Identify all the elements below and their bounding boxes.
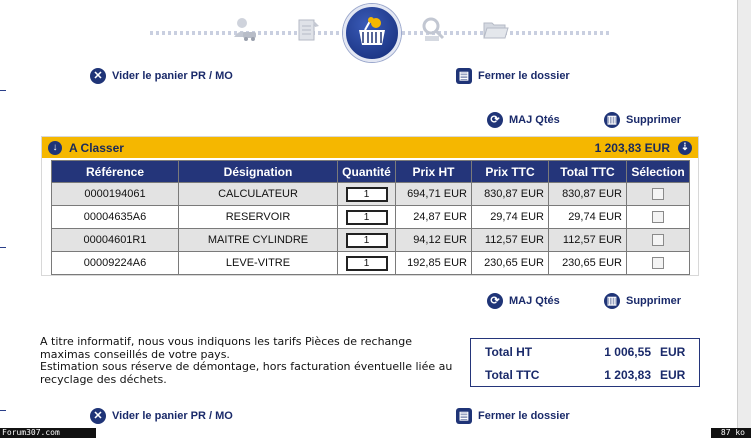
cell-total-ttc: 112,57 EUR [549, 229, 626, 251]
folder-close-icon: ▤ [456, 68, 472, 84]
table-row [52, 183, 689, 205]
trash-icon: ▥ [604, 112, 620, 128]
quantity-input[interactable]: 1 [346, 187, 388, 202]
selection-checkbox[interactable] [652, 257, 664, 269]
cell-reference: 0000194061 [52, 183, 178, 205]
left-margin-rule [0, 410, 6, 411]
step-indicator [150, 0, 610, 60]
supprimer-label: Supprimer [626, 114, 682, 126]
refresh-icon: ⟳ [487, 112, 503, 128]
supprimer-label: Supprimer [626, 295, 682, 307]
selection-checkbox[interactable] [652, 188, 664, 200]
col-header: Prix TTC [472, 161, 548, 182]
arrow-down-icon[interactable]: ↓ [48, 141, 62, 155]
collapse-icon[interactable]: ⇣ [678, 141, 692, 155]
cell-total-ttc: 830,87 EUR [549, 183, 626, 205]
cell-reference: 00009224A6 [52, 252, 178, 274]
vider-panier-label: Vider le panier PR / MO [112, 70, 233, 82]
table-row [52, 252, 689, 274]
fermer-dossier-button[interactable] [456, 408, 570, 424]
cell-quantite [338, 206, 395, 228]
total-ht-label: Total HT [485, 345, 533, 359]
currency: EUR [660, 368, 686, 382]
info-line: Estimation sous réserve de démontage, hors facturation éventuelle liée au [40, 360, 453, 373]
clipboard-pencil-icon[interactable] [293, 14, 323, 44]
vider-panier-label: Vider le panier PR / MO [112, 410, 233, 422]
cell-reference: 00004601R1 [52, 229, 178, 251]
cell-selection [627, 252, 689, 274]
cell-designation: CALCULATEUR [179, 183, 337, 205]
table-header-row [52, 161, 689, 182]
cell-prix-ttc: 112,57 EUR [472, 229, 548, 251]
col-header: Référence [52, 161, 178, 182]
maj-qtes-label: MAJ Qtés [509, 295, 560, 307]
col-header: Prix HT [396, 161, 471, 182]
cell-selection [627, 229, 689, 251]
cell-reference: 00004635A6 [52, 206, 178, 228]
maj-qtes-button[interactable] [487, 112, 560, 128]
quantity-input[interactable]: 1 [346, 210, 388, 225]
cart-panel [41, 136, 699, 276]
totals-box [470, 338, 700, 387]
cell-total-ttc: 230,65 EUR [549, 252, 626, 274]
vider-panier-button[interactable] [90, 68, 233, 84]
close-icon: ✕ [90, 68, 106, 84]
cell-quantite [338, 183, 395, 205]
supprimer-button[interactable] [604, 293, 681, 309]
cart-total: 1 203,83 EUR [594, 140, 670, 155]
supprimer-button[interactable] [604, 112, 681, 128]
folder-icon[interactable] [480, 14, 510, 44]
cart-header [42, 137, 698, 158]
selection-checkbox[interactable] [652, 234, 664, 246]
cell-prix-ht: 694,71 EUR [396, 183, 471, 205]
maj-qtes-button[interactable] [487, 293, 560, 309]
fermer-dossier-label: Fermer le dossier [478, 70, 570, 82]
trash-icon: ▥ [604, 293, 620, 309]
total-ht-row [471, 340, 699, 364]
cell-prix-ttc: 29,74 EUR [472, 206, 548, 228]
cell-designation: MAITRE CYLINDRE [179, 229, 337, 251]
cell-quantite [338, 252, 395, 274]
total-ttc-row [471, 363, 699, 387]
col-header: Désignation [179, 161, 337, 182]
table-row [52, 229, 689, 251]
cell-selection [627, 183, 689, 205]
close-icon: ✕ [90, 408, 106, 424]
col-header: Total TTC [549, 161, 626, 182]
cell-designation: LEVE-VITRE [179, 252, 337, 274]
cell-prix-ttc: 830,87 EUR [472, 183, 548, 205]
left-margin-rule [0, 247, 6, 248]
fermer-dossier-label: Fermer le dossier [478, 410, 570, 422]
info-line: A titre informatif, nous vous indiquons les tarifs Pièces de rechange [40, 335, 413, 348]
status-bar-gap [96, 428, 711, 438]
info-text [40, 336, 470, 386]
total-ttc-value: 1 203,83 [604, 368, 651, 382]
total-ht-value: 1 006,55 [604, 345, 651, 359]
maj-qtes-label: MAJ Qtés [509, 114, 560, 126]
cell-quantite [338, 229, 395, 251]
cell-selection [627, 206, 689, 228]
right-scroll-edge [737, 0, 751, 430]
cell-total-ttc: 29,74 EUR [549, 206, 626, 228]
currency: EUR [660, 345, 686, 359]
cell-prix-ttc: 230,65 EUR [472, 252, 548, 274]
cell-designation: RESERVOIR [179, 206, 337, 228]
site-watermark: Forum307.com [2, 428, 60, 437]
cell-prix-ht: 24,87 EUR [396, 206, 471, 228]
page-size: 87 ko [720, 428, 745, 437]
basket-icon[interactable] [343, 4, 401, 62]
folder-close-icon: ▤ [456, 408, 472, 424]
vider-panier-button[interactable] [90, 408, 233, 424]
user-car-icon[interactable] [230, 14, 260, 44]
col-header: Sélection [627, 161, 689, 182]
table-row [52, 206, 689, 228]
fermer-dossier-button[interactable] [456, 68, 570, 84]
col-header: Quantité [338, 161, 395, 182]
quantity-input[interactable]: 1 [346, 233, 388, 248]
info-line: recyclage des déchets. [40, 372, 167, 386]
cart-title: A Classer [69, 140, 124, 155]
selection-checkbox[interactable] [652, 211, 664, 223]
cell-prix-ht: 94,12 EUR [396, 229, 471, 251]
refresh-icon: ⟳ [487, 293, 503, 309]
info-line: maximas conseillés de votre pays. [40, 347, 230, 361]
cell-prix-ht: 192,85 EUR [396, 252, 471, 274]
cart-table [51, 160, 690, 275]
status-bar [0, 428, 751, 438]
quantity-input[interactable]: 1 [346, 256, 388, 271]
total-ttc-label: Total TTC [485, 368, 540, 382]
magnifier-user-icon[interactable] [418, 14, 448, 44]
left-margin-rule [0, 90, 6, 91]
